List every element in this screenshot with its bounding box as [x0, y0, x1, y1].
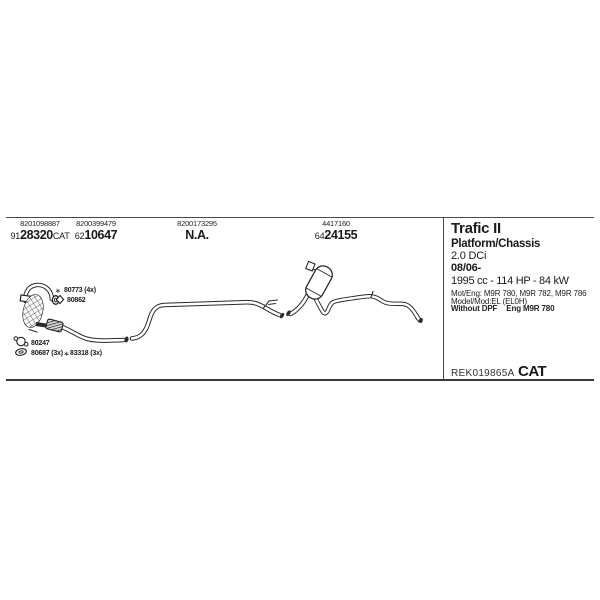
vehicle-displacement-power: 1995 cc - 114 HP - 84 kW — [451, 275, 569, 287]
part-column-front-pipe — [70, 220, 122, 243]
part-code-prefix: 62 — [74, 231, 85, 241]
top-rule — [6, 217, 594, 218]
part-code-main: 28320 — [20, 228, 53, 242]
cat-badge: CAT — [518, 363, 547, 380]
vehicle-date-range: 08/06- — [451, 262, 481, 274]
vehicle-note — [451, 304, 554, 313]
vehicle-engine: 2.0 DCi — [451, 250, 487, 262]
cat-bracket — [29, 330, 37, 333]
tail-pipe — [316, 296, 421, 321]
accessory-marker: ∗ — [63, 351, 70, 358]
vehicle-model-code: Model/Mod:EL (EL0H) — [451, 296, 527, 306]
vehicle-engine-codes: Mot/Eng: M9R 780, M9R 782, M9R 786 — [451, 288, 587, 298]
bottom-rule — [6, 379, 594, 381]
panel-divider — [443, 217, 444, 380]
flange-gasket-icon — [14, 337, 28, 346]
part-code — [158, 228, 236, 243]
rear-muffler — [303, 261, 336, 302]
pipe-hanger-prong — [269, 304, 276, 305]
part-code-prefix: 91 — [10, 231, 21, 241]
oem-number: 8200173295 — [177, 219, 217, 228]
part-code — [8, 228, 72, 243]
part-code-main: 24155 — [324, 228, 358, 242]
part-code-suffix: CAT — [52, 231, 70, 241]
part-column-rear-muffler — [298, 220, 374, 243]
part-code-main: N.A. — [185, 228, 209, 242]
vehicle-model: Trafic II — [451, 220, 501, 237]
part-code — [70, 228, 122, 243]
label-mounting-alt: 83318 (3x) — [70, 349, 102, 357]
accessory-marker: ∗ — [55, 288, 61, 295]
label-seal: 80862 — [67, 297, 86, 304]
part-column-centre-pipe — [158, 220, 236, 243]
part-column-catalyst — [8, 220, 72, 243]
label-clamp: 80773 (4x) — [64, 286, 96, 294]
mounting-ring-icon — [15, 348, 27, 357]
vehicle-note-engine: Eng M9R 780 — [506, 304, 555, 313]
part-code-main: 10647 — [84, 228, 118, 242]
vehicle-body-type: Platform/Chassis — [451, 238, 541, 250]
label-mounting: 80687 (3x) — [31, 349, 63, 357]
vehicle-note-dpf: Without DPF — [451, 304, 498, 313]
label-flange-gasket: 80247 — [31, 340, 50, 347]
kit-reference: REK019865A — [451, 368, 515, 379]
centre-pipe — [132, 302, 280, 338]
oem-number: 4417160 — [322, 219, 350, 228]
pipes — [61, 295, 421, 341]
front-pipe — [61, 327, 124, 341]
muffler-inlet-pipe — [291, 295, 309, 315]
part-code — [298, 228, 374, 243]
coupling-sleeve — [46, 319, 64, 333]
oem-number: 8201098887 — [20, 219, 60, 228]
oem-number: 8200399479 — [76, 219, 116, 228]
part-code-prefix: 64 — [314, 231, 325, 241]
